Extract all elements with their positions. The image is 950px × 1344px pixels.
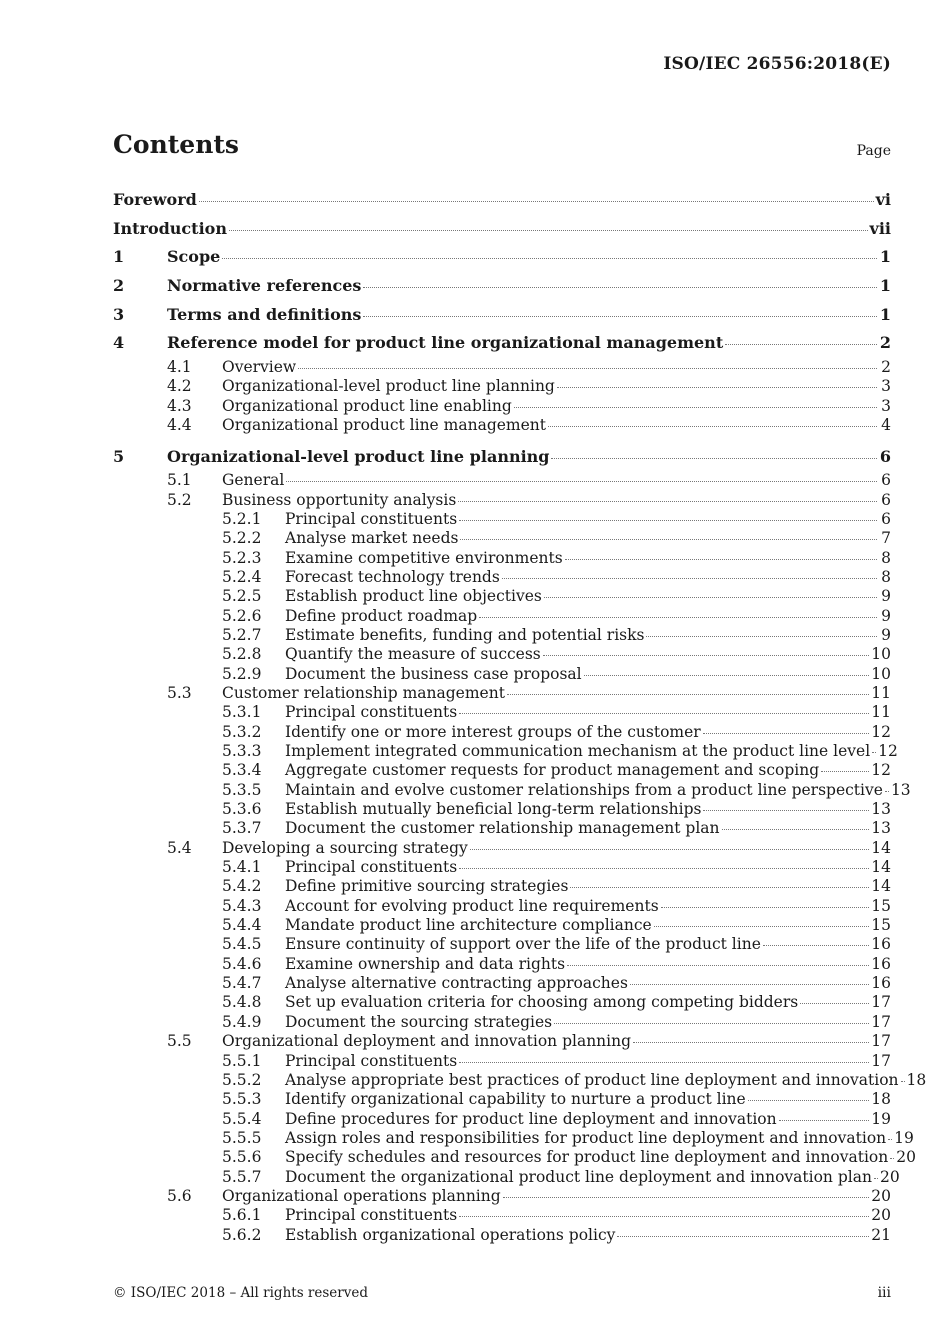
toc-entry-title[interactable]: Aggregate customer requests for product management and scoping <box>285 761 820 780</box>
toc-entry-page: 14 <box>871 838 891 857</box>
toc-entry[interactable] <box>113 858 891 877</box>
dot-leader <box>459 868 869 869</box>
toc-entry-number: 5.2.3 <box>222 548 262 567</box>
toc-entry-number: 4.3 <box>167 396 192 415</box>
toc-entry[interactable] <box>113 1090 891 1109</box>
toc-entry-page: 12 <box>871 722 891 741</box>
dot-leader <box>646 636 877 637</box>
toc-entry-page: 17 <box>871 1032 891 1051</box>
toc-entry-number: 5.4.2 <box>222 877 262 896</box>
toc-entry-number: 4.1 <box>167 358 192 377</box>
toc-entry-page: 6 <box>881 471 891 490</box>
dot-leader <box>286 481 877 482</box>
toc-entry-number: 5.3.2 <box>222 722 262 741</box>
toc-entry-number: 5.4 <box>167 838 192 857</box>
toc-entry-title[interactable]: Quantify the measure of success <box>285 645 541 664</box>
toc-entry[interactable] <box>113 839 891 858</box>
toc-entry-title[interactable]: Principal constituents <box>285 509 458 528</box>
toc-entry[interactable] <box>113 215 891 244</box>
toc-entry[interactable] <box>113 742 898 761</box>
dot-leader <box>199 201 874 202</box>
toc-entry-page: 7 <box>881 529 891 548</box>
dot-leader <box>630 984 869 985</box>
toc-entry-title[interactable]: Define procedures for product line deployment and innovation <box>285 1109 777 1128</box>
toc-entry-page: 12 <box>871 761 891 780</box>
toc-entry-page: 2 <box>879 333 891 353</box>
toc-entry[interactable] <box>113 549 891 568</box>
dot-leader <box>229 230 868 231</box>
toc-entry-page: 10 <box>871 645 891 664</box>
toc-entry-number: 5.5.3 <box>222 1090 262 1109</box>
toc-entry[interactable] <box>113 1110 891 1129</box>
toc-entry[interactable] <box>113 397 891 416</box>
toc-entry-number: 5.4.6 <box>222 954 262 973</box>
dot-leader <box>470 849 870 850</box>
toc-entry[interactable] <box>113 626 891 645</box>
toc-entry-number: 4 <box>113 333 125 353</box>
toc-entry-title[interactable]: Implement integrated communication mechanism at the product line level <box>285 742 871 760</box>
toc-entry-title[interactable]: Organizational-level product line planning <box>167 446 550 466</box>
toc-entry-title[interactable]: Customer relationship management <box>222 683 505 702</box>
toc-entry-page: 3 <box>881 396 891 415</box>
toc-entry-number: 5.4.7 <box>222 974 262 993</box>
toc-entry[interactable] <box>113 1226 891 1245</box>
toc-entry-page: 13 <box>871 800 891 819</box>
toc-entry-number: 5.5.7 <box>222 1167 262 1186</box>
toc-entry-title[interactable]: Scope <box>167 247 221 267</box>
dot-leader <box>567 965 869 966</box>
dot-leader <box>460 539 877 540</box>
toc-entry-page: 4 <box>881 416 891 435</box>
toc-entry[interactable] <box>113 1187 891 1206</box>
dot-leader <box>800 1003 869 1004</box>
dot-leader <box>821 771 869 772</box>
table-of-contents <box>113 186 927 1245</box>
toc-entry-page: 17 <box>871 1051 891 1070</box>
toc-entry[interactable] <box>113 877 891 896</box>
toc-entry-title[interactable]: Account for evolving product line requirements <box>285 896 659 915</box>
toc-entry-title[interactable]: Identify one or more interest groups of the customer <box>285 722 701 741</box>
toc-entry-page: 16 <box>871 974 891 993</box>
toc-entry-page: 17 <box>871 993 891 1012</box>
toc-entry-title[interactable]: Normative references <box>167 276 362 296</box>
toc-entry-title[interactable]: Principal constituents <box>285 703 458 722</box>
toc-entry[interactable] <box>113 974 891 993</box>
toc-entry-title[interactable]: Analyse appropriate best practices of product line deployment and innovation <box>285 1070 899 1089</box>
toc-entry[interactable] <box>113 186 891 215</box>
toc-entry-title[interactable]: Developing a sourcing strategy <box>222 838 468 857</box>
toc-entry-title[interactable]: Define product roadmap <box>285 606 478 625</box>
toc-entry-page: 16 <box>871 954 891 973</box>
toc-entry-page: 15 <box>871 916 891 935</box>
toc-entry-title[interactable]: Organizational product line management <box>222 416 546 435</box>
dot-leader <box>901 1081 905 1082</box>
toc-entry-title[interactable]: Analyse alternative contracting approaches <box>285 974 628 993</box>
toc-entry-number: 5.6 <box>167 1186 192 1205</box>
toc-entry-number: 5.5 <box>167 1032 192 1051</box>
toc-entry-page: 19 <box>894 1128 914 1147</box>
dot-leader <box>725 344 877 345</box>
toc-entry-title[interactable]: Document the organizational product line deployment and innovation plan <box>285 1167 872 1186</box>
dot-leader <box>459 1216 869 1217</box>
dot-leader <box>507 694 869 695</box>
toc-entry-page: 14 <box>871 877 891 896</box>
toc-entry-title[interactable]: General <box>222 471 285 490</box>
toc-entry-page: 20 <box>879 1167 900 1186</box>
dot-leader <box>543 655 870 656</box>
toc-entry-page: vii <box>869 218 891 238</box>
dot-leader <box>885 791 889 792</box>
toc-entry-number: 5.3 <box>167 683 192 702</box>
toc-entry[interactable] <box>113 761 891 780</box>
toc-entry-number: 5.2.5 <box>222 587 262 606</box>
toc-entry[interactable] <box>113 607 891 626</box>
toc-entry-page: 8 <box>881 567 891 586</box>
toc-entry[interactable] <box>113 1052 891 1071</box>
toc-entry[interactable] <box>113 301 891 330</box>
toc-entry-number: 5.5.1 <box>222 1051 262 1070</box>
toc-entry-number: 5.4.8 <box>222 993 262 1012</box>
dot-leader <box>459 1062 869 1063</box>
toc-entry-number: 2 <box>113 276 125 296</box>
dot-leader <box>459 713 869 714</box>
toc-entry[interactable] <box>113 665 891 684</box>
toc-entry[interactable] <box>113 1148 916 1167</box>
toc-entry-page: 9 <box>881 606 891 625</box>
toc-entry-number: 5.5.6 <box>222 1148 262 1167</box>
toc-entry-page: 21 <box>871 1225 891 1244</box>
toc-entry-number: 5.2.8 <box>222 645 262 664</box>
toc-entry-number: 5.5.4 <box>222 1109 262 1128</box>
toc-entry-title[interactable]: Identify organizational capability to nurture a product line <box>285 1090 746 1109</box>
toc-entry-number: 5.5.5 <box>222 1128 262 1147</box>
toc-entry[interactable] <box>113 243 891 272</box>
toc-entry[interactable] <box>113 935 891 954</box>
toc-entry-page: 9 <box>881 625 891 644</box>
toc-entry-page: vi <box>875 190 891 209</box>
contents-title: Contents <box>113 130 240 159</box>
toc-entry-number: 5.3.3 <box>222 742 262 760</box>
toc-entry[interactable] <box>113 1013 891 1032</box>
dot-leader <box>722 829 870 830</box>
toc-entry[interactable] <box>113 703 891 722</box>
dot-leader <box>763 945 869 946</box>
toc-entry-number: 5.2.9 <box>222 664 262 683</box>
toc-entry-title[interactable]: Principal constituents <box>285 858 458 877</box>
dot-leader <box>298 368 877 369</box>
toc-entry-number: 5.2.4 <box>222 567 262 586</box>
toc-entry[interactable] <box>113 491 891 510</box>
toc-entry[interactable] <box>113 358 891 377</box>
toc-entry-title[interactable]: Organizational operations planning <box>222 1186 501 1205</box>
toc-entry-number: 5.6.1 <box>222 1206 262 1225</box>
toc-entry-title[interactable]: Business opportunity analysis <box>222 490 457 509</box>
toc-entry-title[interactable]: Ensure continuity of support over the life of the product line <box>285 935 761 954</box>
toc-entry-page: 1 <box>879 276 891 296</box>
toc-entry-title[interactable]: Organizational product line enabling <box>222 396 512 415</box>
toc-entry-title[interactable]: Principal constituents <box>285 1206 458 1225</box>
toc-entry-page: 12 <box>878 742 898 760</box>
toc-entry-number: 5.2.1 <box>222 509 262 528</box>
toc-entry-title[interactable]: Analyse market needs <box>285 529 459 548</box>
dot-leader <box>544 597 877 598</box>
toc-entry[interactable] <box>113 529 891 548</box>
toc-entry-title[interactable]: Estimate benefits, funding and potential risks <box>285 625 645 644</box>
toc-entry[interactable] <box>113 471 891 490</box>
toc-entry[interactable] <box>113 1167 900 1187</box>
toc-entry-title[interactable]: Document the sourcing strategies <box>285 1012 553 1031</box>
dot-leader <box>554 1023 869 1024</box>
toc-entry-page: 9 <box>881 587 891 606</box>
toc-entry-page: 13 <box>890 780 911 799</box>
toc-entry[interactable] <box>113 1128 914 1148</box>
toc-entry-title[interactable]: Establish organizational operations policy <box>285 1225 616 1244</box>
toc-entry-page: 16 <box>871 935 891 954</box>
toc-entry-number: 5.3.6 <box>222 800 262 819</box>
dot-leader <box>617 1236 869 1237</box>
toc-entry[interactable] <box>113 1206 891 1225</box>
toc-entry[interactable] <box>113 272 891 301</box>
dot-leader <box>703 810 869 811</box>
toc-entry-page: 2 <box>881 358 891 377</box>
toc-entry-page: 20 <box>871 1206 891 1225</box>
toc-entry[interactable] <box>113 897 891 916</box>
toc-entry-page: 1 <box>879 247 891 267</box>
dot-leader <box>479 617 877 618</box>
toc-entry[interactable] <box>113 723 891 742</box>
toc-entry-page: 6 <box>881 509 891 528</box>
dot-leader <box>661 907 870 908</box>
toc-entry[interactable] <box>113 780 911 800</box>
toc-entry-page: 3 <box>881 377 891 396</box>
dot-leader <box>748 1100 870 1101</box>
toc-entry[interactable] <box>113 377 891 396</box>
toc-entry-number: 1 <box>113 247 125 267</box>
dot-leader <box>779 1120 870 1121</box>
toc-entry-number: 5.5.2 <box>222 1070 262 1089</box>
toc-entry-title[interactable]: Document the customer relationship management plan <box>285 819 720 838</box>
dot-leader <box>548 426 877 427</box>
toc-entry-title[interactable]: Terms and definitions <box>167 304 362 324</box>
toc-entry-number: 5.4.9 <box>222 1012 262 1031</box>
page-number: iii <box>877 1285 891 1301</box>
toc-entry-title[interactable]: Principal constituents <box>285 1051 458 1070</box>
copyright-notice: © ISO/IEC 2018 – All rights reserved <box>113 1285 368 1301</box>
page-column-label: Page <box>856 143 891 159</box>
toc-entry[interactable] <box>113 416 891 435</box>
toc-entry-number: 5.3.1 <box>222 703 262 722</box>
dot-leader <box>514 407 877 408</box>
dot-leader <box>874 1178 878 1179</box>
dot-leader <box>503 1197 870 1198</box>
toc-entry-page: 18 <box>871 1090 891 1109</box>
toc-entry[interactable] <box>113 993 891 1012</box>
toc-entry-number: 5.2.2 <box>222 529 262 548</box>
toc-entry-title[interactable]: Forecast technology trends <box>285 567 500 586</box>
toc-entry-title[interactable]: Overview <box>222 358 297 377</box>
toc-entry-page: 20 <box>896 1148 916 1167</box>
dot-leader <box>363 316 877 317</box>
dot-leader <box>570 887 869 888</box>
toc-entry[interactable] <box>113 916 891 935</box>
toc-entry[interactable] <box>113 1032 891 1051</box>
dot-leader <box>890 1158 894 1159</box>
toc-entry-number: 5.3.5 <box>222 780 262 799</box>
toc-entry-page: 15 <box>871 896 891 915</box>
toc-entry-title[interactable]: Mandate product line architecture compliance <box>285 916 652 935</box>
toc-entry-title[interactable]: Examine competitive environments <box>285 548 563 567</box>
toc-entry-title[interactable]: Introduction <box>113 218 227 238</box>
toc-entry-title[interactable]: Define primitive sourcing strategies <box>285 877 569 896</box>
dot-leader <box>888 1139 892 1140</box>
toc-entry[interactable] <box>113 955 891 974</box>
toc-entry-page: 11 <box>871 703 891 722</box>
dot-leader <box>584 675 870 676</box>
toc-entry-page: 11 <box>871 683 891 702</box>
toc-entry-page: 13 <box>871 819 891 838</box>
toc-entry-number: 5.4.4 <box>222 916 262 935</box>
toc-entry-title[interactable]: Specify schedules and resources for product line deployment and innovation <box>285 1148 889 1167</box>
dot-leader <box>565 559 877 560</box>
toc-entry-number: 3 <box>113 304 125 324</box>
toc-entry-number: 5.3.7 <box>222 819 262 838</box>
toc-entry-title[interactable]: Assign roles and responsibilities for product line deployment and innovation <box>285 1128 887 1147</box>
toc-entry-title[interactable]: Foreword <box>113 190 197 209</box>
toc-entry-number: 5.3.4 <box>222 761 262 780</box>
toc-entry-number: 5.1 <box>167 471 192 490</box>
toc-entry-title[interactable]: Establish product line objectives <box>285 587 542 606</box>
document-code: ISO/IEC 26556:2018(E) <box>663 54 891 74</box>
toc-entry[interactable] <box>113 329 891 358</box>
dot-leader <box>222 258 877 259</box>
dot-leader <box>872 752 876 753</box>
toc-entry-number: 5.6.2 <box>222 1225 262 1244</box>
toc-entry-page: 14 <box>871 858 891 877</box>
toc-entry-number: 5.2.7 <box>222 625 262 644</box>
toc-entry-number: 4.4 <box>167 416 192 435</box>
toc-entry[interactable] <box>113 587 891 606</box>
toc-entry-page: 17 <box>871 1012 891 1031</box>
dot-leader <box>551 458 877 459</box>
dot-leader <box>654 926 870 927</box>
dot-leader <box>633 1042 869 1043</box>
toc-entry-page: 6 <box>881 490 891 509</box>
toc-entry-number: 5.2 <box>167 490 192 509</box>
toc-entry-title[interactable]: Establish mutually beneficial long-term relationships <box>285 800 702 819</box>
dot-leader <box>459 520 877 521</box>
toc-entry-title[interactable]: Organizational-level product line planning <box>222 377 555 396</box>
toc-entry-page: 20 <box>871 1186 891 1205</box>
toc-entry-number: 5.2.6 <box>222 606 262 625</box>
toc-entry-title[interactable]: Organizational deployment and innovation planning <box>222 1032 632 1051</box>
dot-leader <box>703 733 870 734</box>
toc-entry-title[interactable]: Examine ownership and data rights <box>285 954 566 973</box>
toc-entry[interactable] <box>113 800 891 819</box>
dot-leader <box>557 387 877 388</box>
toc-entry-title[interactable]: Reference model for product line organizational management <box>167 333 724 353</box>
toc-entry-title[interactable]: Maintain and evolve customer relationships from a product line perspective <box>285 780 883 799</box>
toc-entry-number: 5 <box>113 446 125 466</box>
dot-leader <box>502 578 877 579</box>
toc-entry-page: 18 <box>906 1070 927 1089</box>
toc-entry[interactable] <box>113 1070 927 1090</box>
toc-entry[interactable] <box>113 645 891 664</box>
toc-entry[interactable] <box>113 510 891 529</box>
dot-leader <box>458 501 877 502</box>
toc-entry[interactable] <box>113 819 891 838</box>
dot-leader <box>363 287 877 288</box>
toc-entry[interactable] <box>113 568 891 587</box>
toc-entry-page: 1 <box>879 304 891 324</box>
toc-entry-page: 6 <box>879 446 891 466</box>
toc-entry-number: 5.4.5 <box>222 935 262 954</box>
toc-entry-page: 19 <box>871 1109 891 1128</box>
toc-entry-number: 5.4.3 <box>222 896 262 915</box>
toc-entry-page: 8 <box>881 548 891 567</box>
toc-entry[interactable] <box>113 443 891 472</box>
toc-entry-page: 10 <box>871 664 891 683</box>
toc-entry[interactable] <box>113 684 891 703</box>
toc-entry-number: 5.4.1 <box>222 858 262 877</box>
toc-entry-number: 4.2 <box>167 377 192 396</box>
toc-entry-title[interactable]: Set up evaluation criteria for choosing among competing bidders <box>285 993 799 1012</box>
toc-entry-title[interactable]: Document the business case proposal <box>285 664 582 683</box>
